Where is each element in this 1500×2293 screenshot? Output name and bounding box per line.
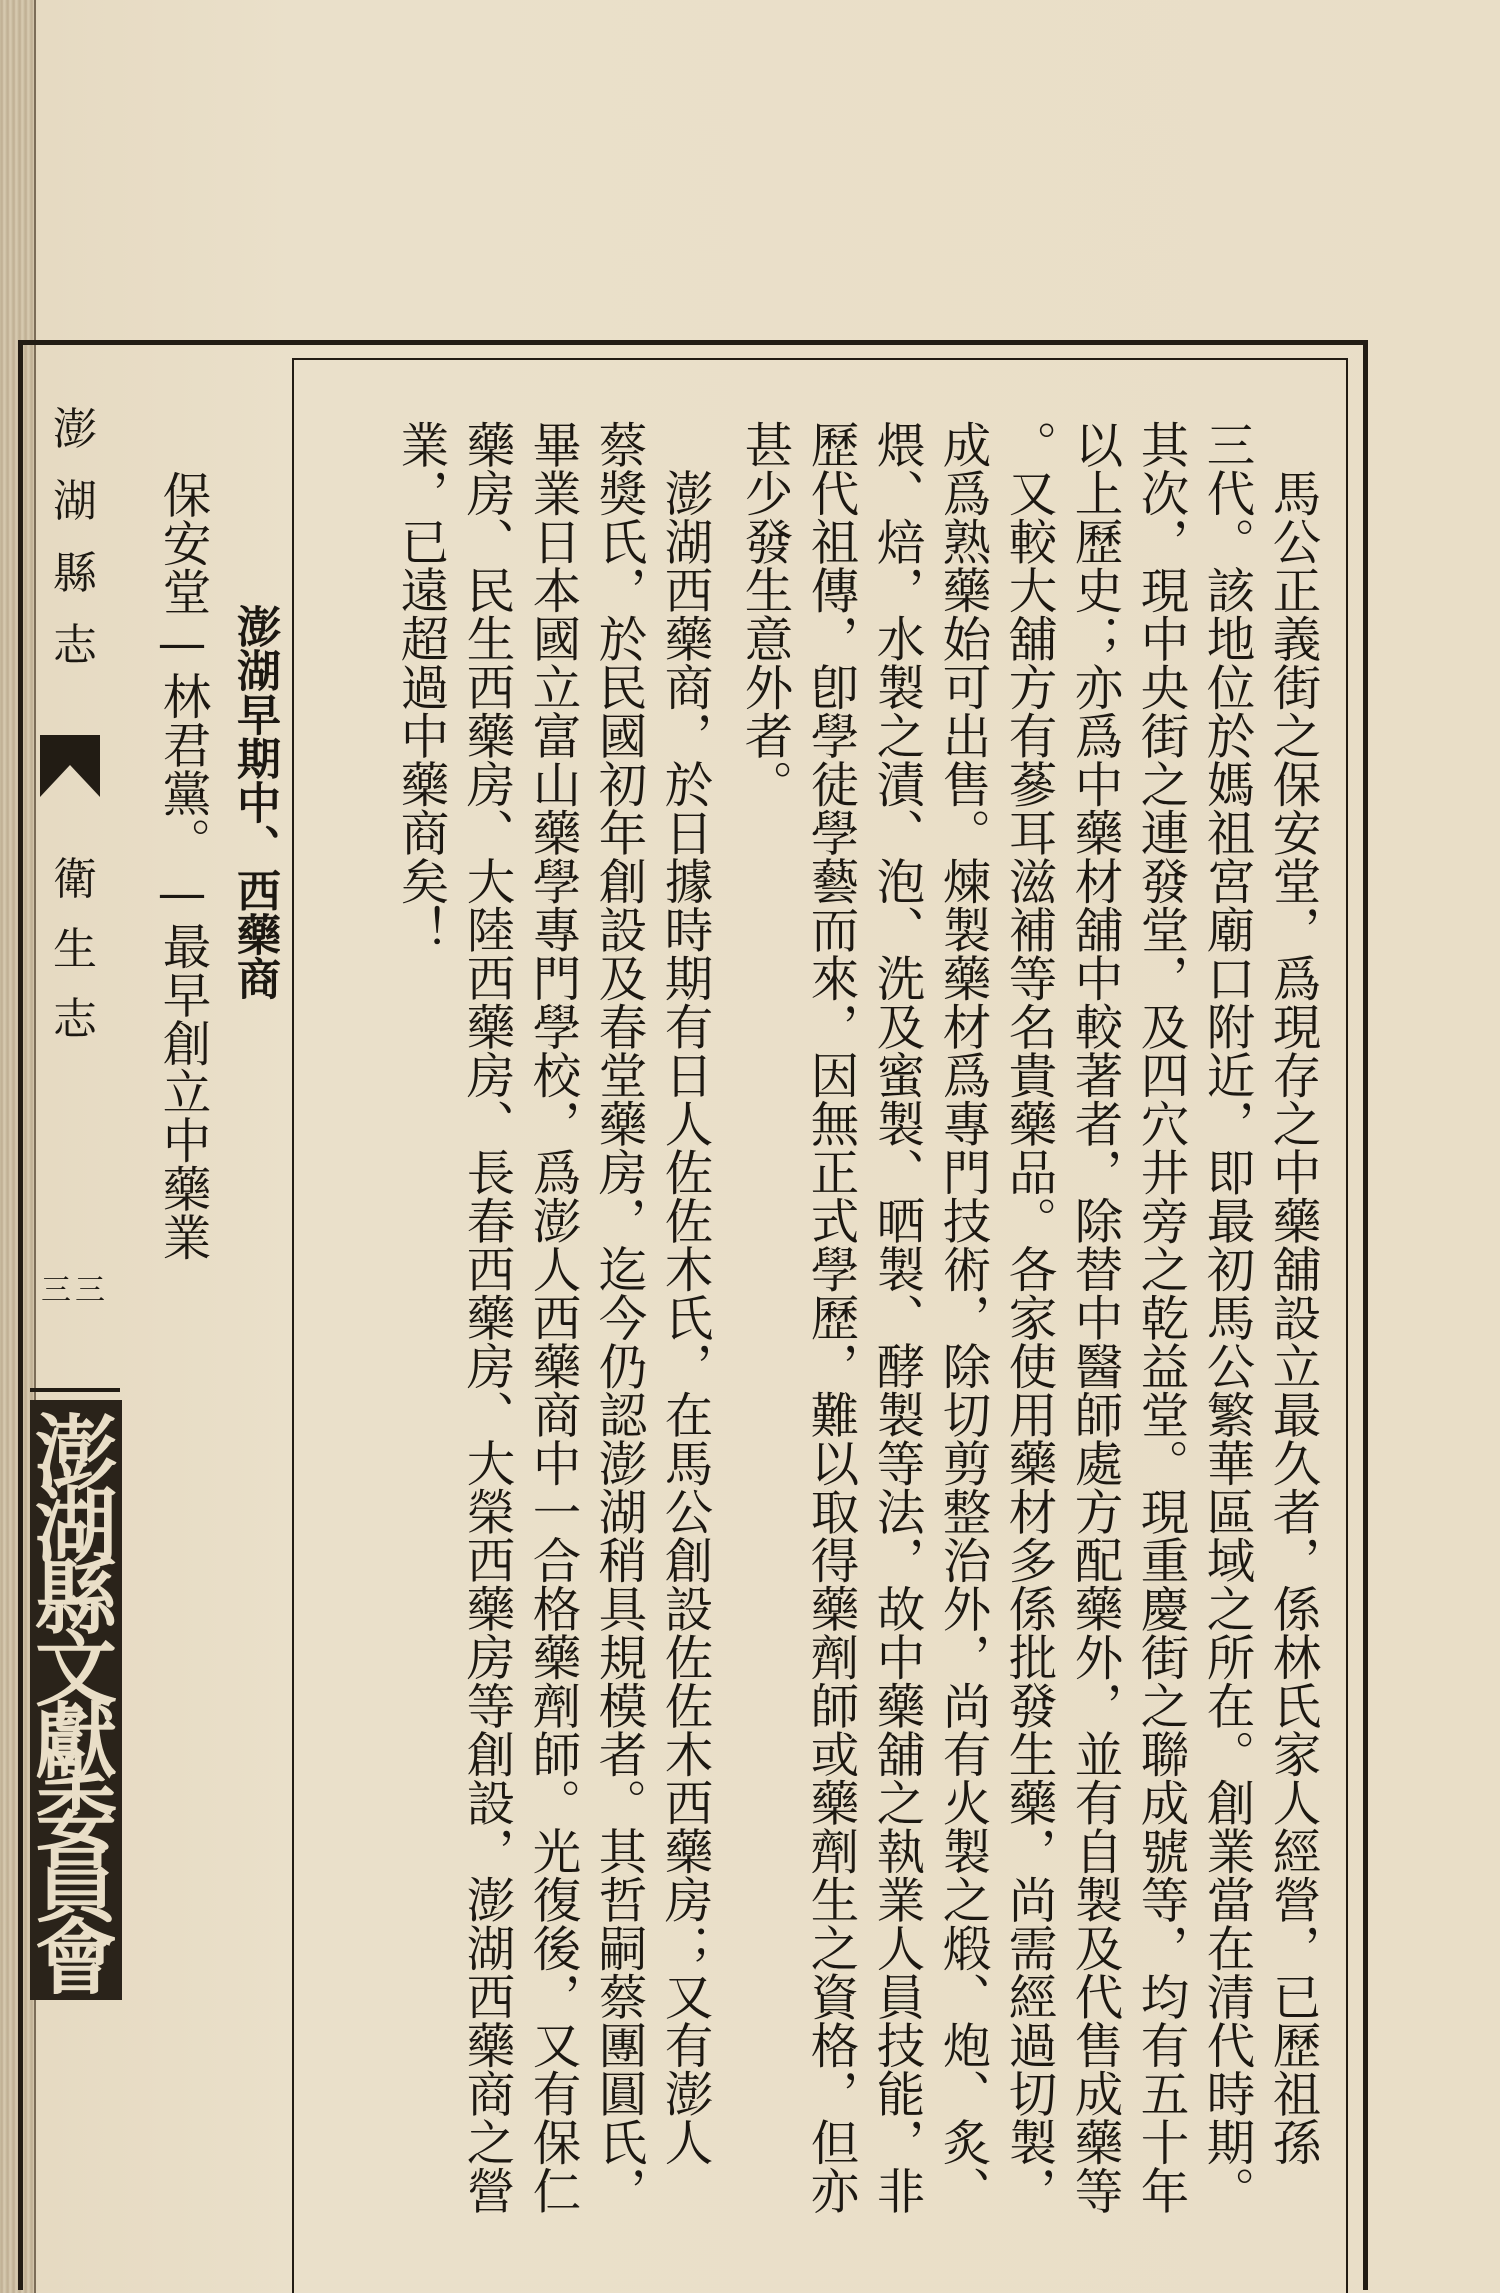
text-column: 蔡獎氏，於民國初年創設及春堂藥房，迄今仍認澎湖稍具規模者。其哲嗣蔡團圓氏， (590, 420, 646, 2215)
publisher-block (30, 1400, 122, 2006)
text-column: 業，已遠超過中藥商矣！ (392, 420, 448, 954)
text-column: 馬公正義街之保安堂，爲現存之中藥舖設立最久者，係林氏家人經營，已歷祖孫 (1264, 420, 1320, 2166)
publisher-char: 澎 (34, 1406, 117, 1502)
publisher-char: 獻 (34, 1694, 117, 1790)
fish-tail-mark-icon (40, 735, 100, 797)
book-title-char: 志 (53, 620, 97, 671)
page-number: 三三 (41, 1273, 109, 1308)
chapter-char: 生 (53, 924, 97, 975)
text-column: 。又較大舖方有蔘耳滋補等名貴藥品。各家使用藥材多係批發生藥，尚需經過切製， (1000, 420, 1056, 2215)
book-title-char: 澎 (53, 404, 97, 455)
publisher-char: 會 (34, 1910, 117, 2006)
margin-rule (30, 1388, 120, 1392)
publisher-char: 員 (34, 1838, 117, 1934)
chapter-char: 衛 (53, 854, 97, 905)
text-column: 其次，現中央街之連發堂，及四穴井旁之乾益堂。現重慶街之聯成號等，均有五十年 (1132, 420, 1188, 2215)
text-column: 三代。該地位於媽祖宮廟口附近，即最初馬公繁華區域之所在。創業當在清代時期。 (1198, 420, 1254, 2215)
book-title-char: 湖 (53, 476, 97, 527)
text-column: 成爲熟藥始可出售。煉製藥材爲專門技術，除切剪整治外，尚有火製之煅、炮、炙、 (934, 420, 990, 2215)
text-column: 藥房、民生西藥房、大陸西藥房、長春西藥房、大榮西藥房等創設，澎湖西藥商之營 (458, 420, 514, 2215)
text-column: 畢業日本國立富山藥學專門學校，爲澎人西藥商中一合格藥劑師。光復後，又有保仁 (524, 420, 580, 2215)
publisher-char: 委 (34, 1766, 117, 1862)
text-column: 甚少發生意外者。 (736, 420, 792, 808)
publisher-char: 文 (34, 1622, 117, 1718)
publisher-char: 湖 (34, 1478, 117, 1574)
text-column: 澎湖西藥商，於日據時期有日人佐佐木氏，在馬公創設佐佐木西藥房；又有澎人 (656, 420, 712, 2166)
chapter-char: 志 (53, 994, 97, 1045)
text-column: 歷代祖傳，卽學徒學藝而來，因無正式學歷，難以取得藥劑師或藥劑生之資格，但亦 (802, 420, 858, 2215)
text-column: 煨、焙，水製之漬、泡、洗及蜜製、晒製、酵製等法，故中藥舖之執業人員技能，非 (868, 420, 924, 2215)
text-column: 以上歷史；亦爲中藥材舖中較著者，除替中醫師處方配藥外，並有自製及代售成藥等 (1066, 420, 1122, 2215)
text-column: 保安堂—林君黨。—最早創立中藥業 (154, 470, 210, 1261)
section-heading: 澎湖早期中、西藥商 (229, 560, 280, 1000)
publisher-char: 縣 (34, 1550, 117, 1646)
book-title-char: 縣 (53, 548, 97, 599)
